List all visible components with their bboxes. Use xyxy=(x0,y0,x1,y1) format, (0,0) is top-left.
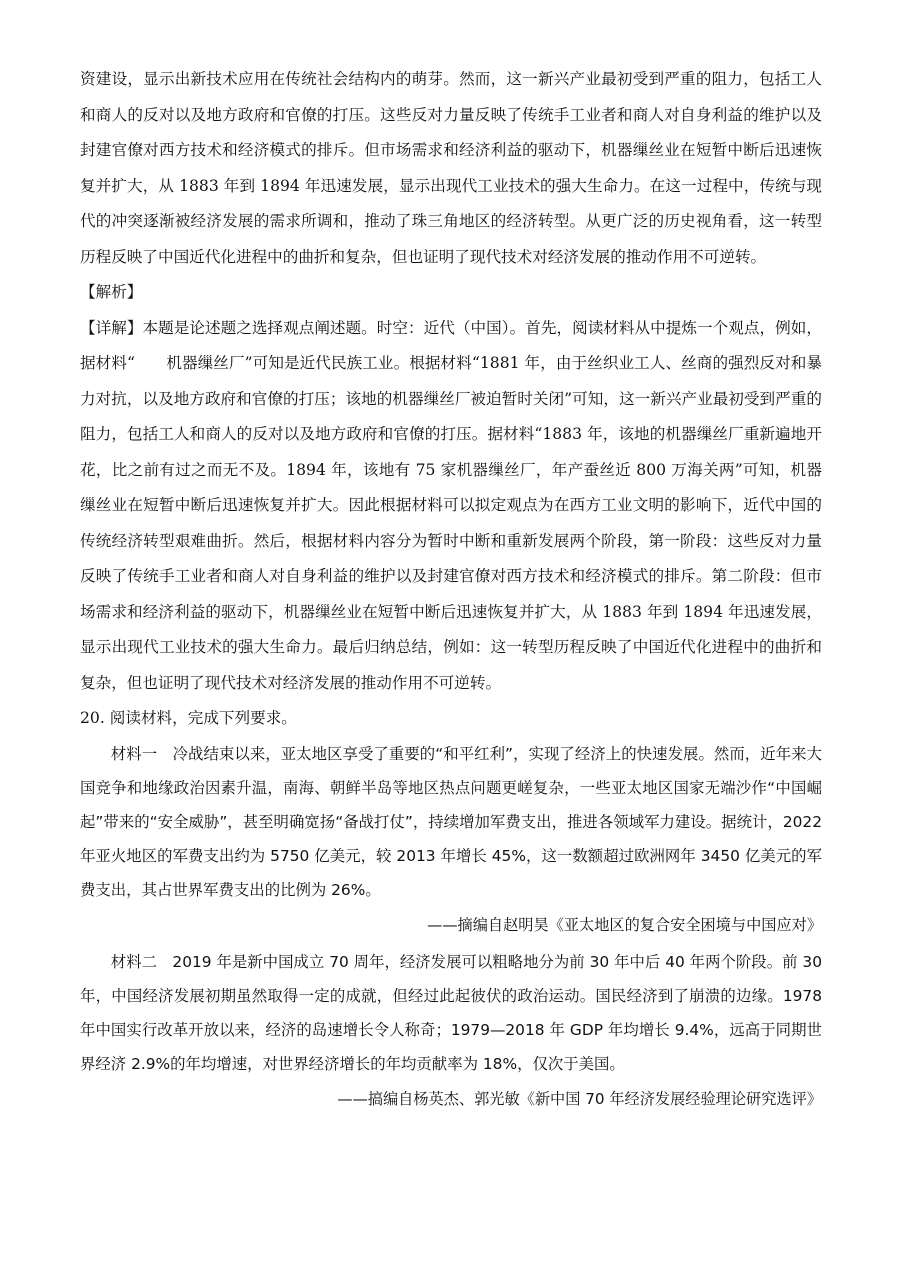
material-one-text: 材料一 冷战结束以来，亚太地区享受了重要的“和平红利”，实现了经济上的快速发展。然而，近年来大国竞争和地缘政治因素升温，南海、朝鲜半岛等地区热点问题更嵯复杂，一些亚太地区国家无端沙作“中国崛起”带来的“安全威胁”，甚至明确宽扬“备战打仗”，持续增加军费支出，推进各领域军力建设。据统计，2022 年亚火地区的军费支出约为 5750 亿美元，较 2013 年增长 45%，这一数额超过欧洲网年 3450 亿美元的军费支出，其占世界军费支出的比例为 26%。 xyxy=(80,744,822,899)
analysis-label: 【解析】 xyxy=(80,283,143,301)
detail-text: 本题是论述题之选择观点阐述题。时空：近代（中国）。首先，阅读材料从中提炼一个观点，例如，据材料“ 机器缫丝厂”可知是近代民族工业。根据材料“1881 年，由于丝织业工人、丝商的强烈反对和暴力对抗，以及地方政府和官僚的打压；该地的机器缫丝厂被迫暂时关闭”可知，这一新兴产业最初受到严重的阻力，包括工人和商人的反对以及地方政府和官僚的打压。据材料“1883 年，该地的机器缫丝厂重新遍地开花，比之前有过之而无不及。1894 年，该地有 75 家机器缫丝厂，年产蚕丝近 800 万海关两”可知，机器缫丝业在短暂中断后迅速恢复并扩大。因此根据材料可以拟定观点为在西方工业文明的影响下，近代中国的传统经济转型艰难曲折。然后，根据材料内容分为暂时中断和重新发展两个阶段，第一阶段：这些反对力量反映了传统手工业者和商人对自身利益的维护以及封建官僚对西方技术和经济模式的排斥。第二阶段：但市场需求和经济利益的驱动下，机器缫丝业在短暂中断后迅速恢复并扩大，从 1883 年到 1894 年迅速发展，显示出现代工业技术的强大生命力。最后归纳总结，例如：这一转型历程反映了中国近代化进程中的曲折和复杂，但也证明了现代技术对经济发展的推动作用不可逆转。 xyxy=(80,318,822,692)
document-page xyxy=(80,62,822,1117)
detail-paragraph xyxy=(80,311,822,702)
material-two-text: 材料二 2019 年是新中国成立 70 周年，经济发展可以粗略地分为前 30 年中后 40 年两个阶段。前 30 年，中国经济发展初期虽然取得一定的成就，但经过此起彼伏的政治运动。国民经济到了崩溃的边缘。1978 年中国实行改革开放以来，经济的岛速增长令人称奇；1979—2018 年 GDP 年均增长 9.4%，远高于同期世界经济 2.9%的年均增速，对世界经济增长的年均贡献率为 18%，仅次于美国。 xyxy=(80,952,822,1073)
detail-label: 【详解】 xyxy=(80,318,143,337)
answer-continuation: 资建设，显示出新技术应用在传统社会结构内的萌芽。然而，这一新兴产业最初受到严重的阻力，包括工人和商人的反对以及地方政府和官僚的打压。这些反对力量反映了传统手工业者和商人对自身利益的维护以及封建官僚对西方技术和经济模式的排斥。但市场需求和经济利益的驱动下，机器缫丝业在短暂中断后迅速恢复并扩大，从 1883 年到 1894 年迅速发展，显示出现代工业技术的强大生命力。在这一过程中，传统与现代的冲突逐渐被经济发展的需求所调和，推动了珠三角地区的经济转型。从更广泛的历史视角看，这一转型历程反映了中国近代化进程中的曲折和复杂，但也证明了现代技术对经济发展的推动作用不可逆转。 xyxy=(80,70,822,266)
material-one-source: ——摘编自赵明昊《亚太地区的复合安全困境与中国应对》 xyxy=(427,915,822,934)
question-title: 20. 阅读材料，完成下列要求。 xyxy=(80,709,297,727)
material-two-source: ——搞编自杨英杰、郭光敏《新中国 70 年经济发展经验理论研究选评》 xyxy=(337,1089,822,1108)
